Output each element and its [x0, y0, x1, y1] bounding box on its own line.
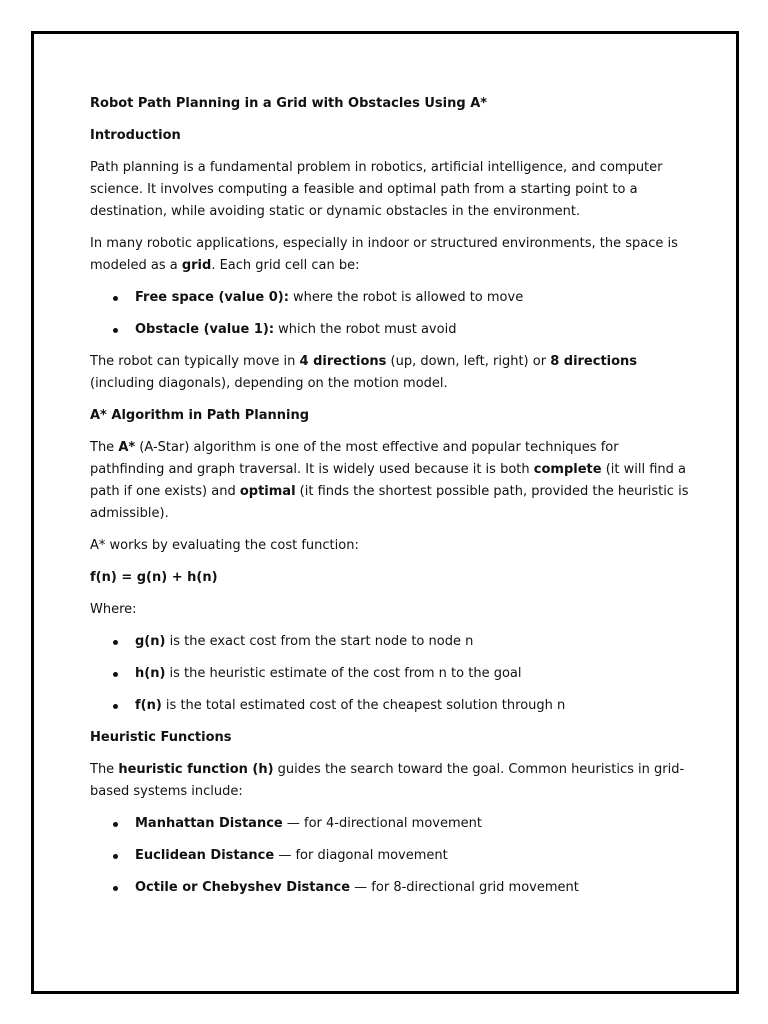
list-item	[90, 813, 690, 835]
text-span: The	[90, 440, 119, 455]
bold-span: 4 directions	[299, 354, 387, 369]
astar-heading: A* Algorithm in Path Planning	[90, 408, 310, 423]
text-span: is the heuristic estimate of the cost from n to the goal	[165, 666, 522, 681]
text-span: (it will find a path if one exists) and	[90, 462, 686, 499]
bullet-icon	[113, 704, 118, 709]
text-span: where the robot is allowed to move	[288, 290, 524, 305]
list-item	[90, 287, 690, 309]
bold-span: optimal	[239, 484, 296, 499]
intro-paragraph-2	[90, 233, 690, 277]
intro-paragraph-3	[90, 351, 690, 395]
bold-span: 8 directions	[550, 354, 638, 369]
terms-list	[90, 631, 690, 717]
heuristics-paragraph	[90, 759, 690, 803]
cost-formula: f(n) = g(n) + h(n)	[90, 570, 218, 585]
text-span: The robot can typically move in	[90, 354, 300, 369]
text-span: guides the search toward the goal. Common heuristics in grid-based systems include:	[90, 762, 685, 799]
text-span: — for 8-directional grid movement	[350, 880, 579, 895]
text-span: is the total estimated cost of the cheapest solution through n	[161, 698, 566, 713]
astar-paragraph-1	[90, 437, 690, 525]
bullet-icon	[113, 328, 118, 333]
text-span: . Each grid cell can be:	[211, 258, 360, 273]
cell-types-list	[90, 287, 690, 341]
where-label: Where:	[90, 602, 137, 617]
list-item	[90, 877, 690, 899]
intro-heading: Introduction	[90, 128, 181, 143]
bold-span: heuristic function (h)	[118, 762, 274, 777]
document-body	[90, 93, 690, 909]
bold-span: A*	[118, 440, 136, 455]
bold-span: Octile or Chebyshev Distance	[135, 880, 351, 895]
bullet-icon	[113, 886, 118, 891]
document-title: Robot Path Planning in a Grid with Obstacles Using A*	[90, 96, 488, 111]
heuristics-list	[90, 813, 690, 899]
bold-span: Manhattan Distance	[135, 816, 283, 831]
bullet-icon	[113, 296, 118, 301]
text-span: (up, down, left, right) or	[386, 354, 551, 369]
bullet-icon	[113, 822, 118, 827]
text-span: (it finds the shortest possible path, provided the heuristic is admissible).	[90, 484, 689, 521]
text-span: (including diagonals), depending on the motion model.	[90, 376, 448, 391]
text-span: which the robot must avoid	[274, 322, 457, 337]
list-item	[90, 695, 690, 717]
astar-paragraph-2: A* works by evaluating the cost function:	[90, 538, 359, 553]
bold-span: grid	[181, 258, 212, 273]
bold-span: h(n)	[135, 666, 166, 681]
list-item	[90, 845, 690, 867]
bold-span: Euclidean Distance	[135, 848, 275, 863]
list-item	[90, 319, 690, 341]
text-span: (A-Star) algorithm is one of the most effective and popular techniques for pathfinding and graph traversal. It is widely used because it is both	[90, 440, 619, 477]
bullet-icon	[113, 672, 118, 677]
heuristics-heading: Heuristic Functions	[90, 730, 232, 745]
text-span: — for diagonal movement	[274, 848, 448, 863]
bold-span: Free space (value 0):	[135, 290, 289, 305]
bold-span: g(n)	[135, 634, 166, 649]
list-item	[90, 663, 690, 685]
bold-span: f(n)	[135, 698, 162, 713]
text-span: is the exact cost from the start node to node n	[165, 634, 474, 649]
list-item	[90, 631, 690, 653]
text-span: The	[90, 762, 119, 777]
intro-paragraph-1: Path planning is a fundamental problem in robotics, artificial intelligence, and computer science. It involves computing a feasible and optimal path from a starting point to a destination, while avoiding static or dynamic obstacles in the environment.	[90, 160, 663, 219]
text-span: In many robotic applications, especially in indoor or structured environments, the space is modeled as a	[90, 236, 678, 273]
bold-span: Obstacle (value 1):	[135, 322, 275, 337]
bold-span: complete	[533, 462, 602, 477]
bullet-icon	[113, 854, 118, 859]
bullet-icon	[113, 640, 118, 645]
text-span: — for 4-directional movement	[282, 816, 482, 831]
